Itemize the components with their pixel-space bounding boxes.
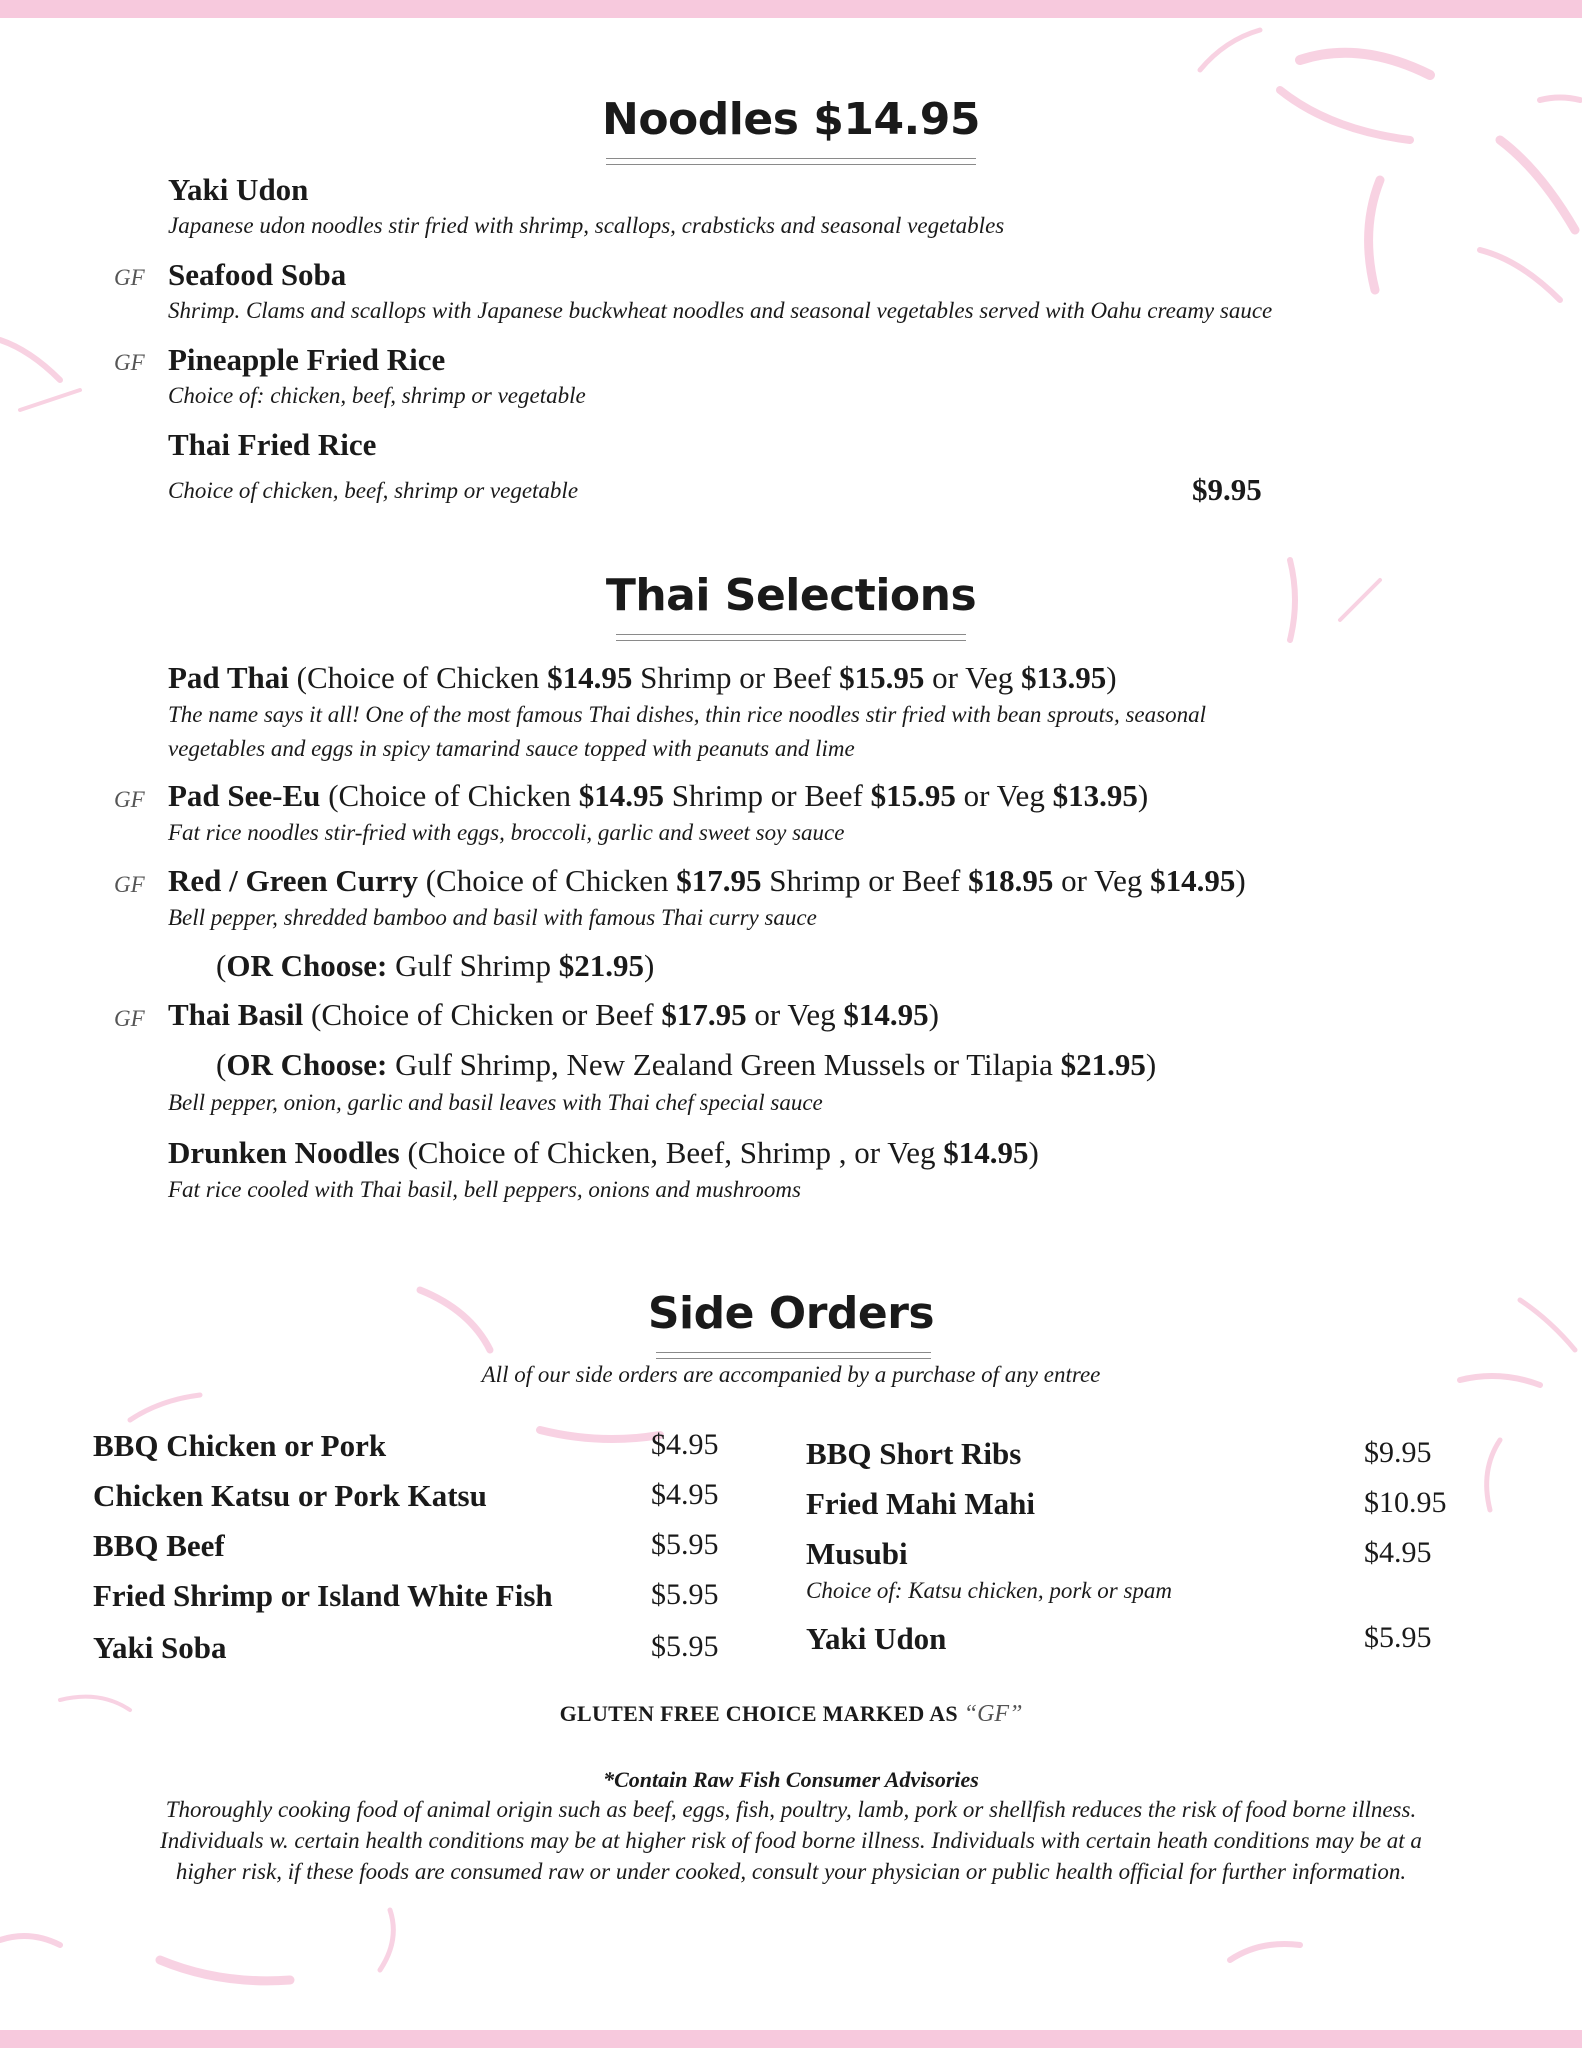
thai-basil-or-choose bbox=[216, 1047, 1156, 1083]
yaki-udon-desc: Japanese udon noodles stir fried with shrimp, scallops, crabsticks and seasonal vegetables bbox=[168, 213, 1005, 238]
gf-mark: GF bbox=[114, 787, 145, 812]
side-item-price: $4.95 bbox=[1364, 1536, 1432, 1569]
side-item-price: $9.95 bbox=[1364, 1436, 1432, 1469]
pineapple-fried-rice-desc: Choice of: chicken, beef, shrimp or vegetable bbox=[168, 383, 586, 408]
side-item-name: Fried Mahi Mahi bbox=[806, 1486, 1036, 1521]
or-choose-text: Gulf Shrimp bbox=[387, 948, 559, 983]
thai-basil-desc: Bell pepper, onion, garlic and basil leaves with Thai chef special sauce bbox=[168, 1090, 823, 1115]
choice-text: or Veg bbox=[955, 778, 1053, 813]
paren: ) bbox=[1145, 1047, 1157, 1082]
noodles-heading-rule bbox=[606, 158, 976, 165]
choice-text: Shrimp or Beef bbox=[761, 863, 969, 898]
pad-thai-name: Pad Thai bbox=[168, 660, 289, 695]
side-item-price: $5.95 bbox=[1364, 1621, 1432, 1654]
choice-text: ) bbox=[928, 997, 939, 1032]
price: $17.95 bbox=[676, 863, 762, 898]
or-choose-text: Gulf Shrimp, New Zealand Green Mussels or Tilapia bbox=[387, 1047, 1061, 1082]
or-choose-label: OR Choose: bbox=[226, 1047, 388, 1082]
gf-note-mark: “GF” bbox=[963, 1701, 1023, 1727]
advisory-line-1: Thoroughly cooking food of animal origin such as beef, eggs, fish, poultry, lamb, pork or shellfish reduces the risk of food borne illness. bbox=[165, 1797, 1417, 1822]
gf-note bbox=[0, 1701, 1582, 1728]
advisory-line-2: Individuals w. certain health conditions may be at higher risk of food borne illness. Individuals with certain heath conditions may be at a bbox=[160, 1828, 1422, 1853]
pad-see-eu-name: Pad See-Eu bbox=[168, 778, 321, 813]
side-item-price: $4.95 bbox=[651, 1478, 719, 1511]
choice-text: ) bbox=[1137, 778, 1149, 813]
seafood-soba-name: Seafood Soba bbox=[168, 257, 347, 292]
thai-basil-line bbox=[168, 997, 939, 1033]
price: $13.95 bbox=[1052, 778, 1138, 813]
gf-mark: GF bbox=[114, 872, 145, 897]
side-orders-subtitle: All of our side orders are accompanied by a purchase of any entree bbox=[481, 1362, 1101, 1387]
curry-or-choose bbox=[216, 948, 654, 984]
side-item-name: BBQ Short Ribs bbox=[806, 1436, 1022, 1471]
advisory-title: *Contain Raw Fish Consumer Advisories bbox=[603, 1767, 979, 1792]
gf-mark: GF bbox=[114, 1006, 145, 1031]
choice-text: or Veg bbox=[746, 997, 844, 1032]
choice-text: or Veg bbox=[1053, 863, 1151, 898]
price: $14.95 bbox=[843, 997, 929, 1032]
pad-see-eu-line bbox=[168, 778, 1148, 814]
price: $15.95 bbox=[870, 778, 956, 813]
choice-text: ) bbox=[1235, 863, 1246, 898]
choice-text: (Choice of Chicken bbox=[288, 660, 548, 695]
pad-thai-desc-2: vegetables and eggs in spicy tamarind sauce topped with peanuts and lime bbox=[168, 736, 855, 761]
choice-text: Shrimp or Beef bbox=[632, 660, 840, 695]
price: $14.95 bbox=[943, 1135, 1029, 1170]
thai-fried-rice-price: $9.95 bbox=[1192, 472, 1262, 507]
side-item-name: Fried Shrimp or Island White Fish bbox=[93, 1578, 553, 1613]
side-item-name: Chicken Katsu or Pork Katsu bbox=[93, 1478, 487, 1513]
side-item-price: $5.95 bbox=[651, 1528, 719, 1561]
side-item-price: $5.95 bbox=[651, 1578, 719, 1611]
price: $14.95 bbox=[547, 660, 633, 695]
choice-text: (Choice of Chicken bbox=[320, 778, 579, 813]
choice-text: ) bbox=[1028, 1135, 1039, 1170]
choice-text: (Choice of Chicken, Beef, Shrimp , or Veg bbox=[399, 1135, 944, 1170]
pad-thai-desc-1: The name says it all! One of the most famous Thai dishes, thin rice noodles stir fried with bean sprouts, seasonal bbox=[168, 702, 1206, 727]
drunken-noodles-name: Drunken Noodles bbox=[168, 1135, 400, 1170]
price: $14.95 bbox=[1150, 863, 1236, 898]
side-item-name: BBQ Beef bbox=[93, 1528, 225, 1563]
gf-mark: GF bbox=[114, 265, 145, 290]
paren: ( bbox=[216, 948, 227, 983]
thai-fried-rice-name: Thai Fried Rice bbox=[168, 427, 377, 462]
thai-heading-rule bbox=[616, 634, 966, 641]
yaki-udon-name: Yaki Udon bbox=[168, 172, 309, 207]
price: $15.95 bbox=[839, 660, 925, 695]
curry-desc: Bell pepper, shredded bamboo and basil with famous Thai curry sauce bbox=[168, 905, 817, 930]
choice-text: (Choice of Chicken or Beef bbox=[303, 997, 662, 1032]
or-choose-label: OR Choose: bbox=[226, 948, 388, 983]
advisory-line-3: higher risk, if these foods are consumed raw or under cooked, consult your physician or public health official for further information. bbox=[175, 1859, 1407, 1884]
pad-see-eu-desc: Fat rice noodles stir-fried with eggs, broccoli, garlic and sweet soy sauce bbox=[168, 820, 845, 845]
price: $17.95 bbox=[661, 997, 747, 1032]
price: $21.95 bbox=[1060, 1047, 1146, 1082]
paren: ) bbox=[643, 948, 655, 983]
choice-text: (Choice of Chicken bbox=[417, 863, 677, 898]
side-item-name: BBQ Chicken or Pork bbox=[93, 1428, 387, 1463]
side-item-price: $4.95 bbox=[651, 1428, 719, 1461]
musubi-desc: Choice of: Katsu chicken, pork or spam bbox=[806, 1578, 1173, 1603]
sides-heading-rule bbox=[656, 1352, 931, 1359]
side-item-name: Musubi bbox=[806, 1536, 908, 1571]
thai-fried-rice-desc: Choice of chicken, beef, shrimp or vegetable bbox=[168, 478, 579, 503]
noodles-heading: Noodles $14.95 bbox=[602, 94, 980, 145]
gf-note-text: GLUTEN FREE CHOICE MARKED AS bbox=[559, 1701, 964, 1726]
choice-text: Shrimp or Beef bbox=[663, 778, 871, 813]
drunken-noodles-line bbox=[168, 1135, 1039, 1171]
thai-basil-name: Thai Basil bbox=[168, 997, 304, 1032]
side-item-price: $10.95 bbox=[1364, 1486, 1447, 1519]
curry-name: Red / Green Curry bbox=[168, 863, 418, 898]
price: $13.95 bbox=[1021, 660, 1107, 695]
price: $14.95 bbox=[578, 778, 664, 813]
pineapple-fried-rice-name: Pineapple Fried Rice bbox=[168, 342, 446, 377]
seafood-soba-desc: Shrimp. Clams and scallops with Japanese buckwheat noodles and seasonal vegetables served with Oahu creamy sauce bbox=[168, 298, 1273, 323]
price: $18.95 bbox=[968, 863, 1054, 898]
gf-mark: GF bbox=[114, 350, 145, 375]
choice-text: or Veg bbox=[924, 660, 1022, 695]
curry-line bbox=[168, 863, 1246, 899]
side-orders-heading: Side Orders bbox=[647, 1288, 935, 1339]
drunken-noodles-desc: Fat rice cooled with Thai basil, bell peppers, onions and mushrooms bbox=[168, 1177, 801, 1202]
thai-selections-heading: Thai Selections bbox=[605, 570, 977, 621]
side-item-name: Yaki Udon bbox=[806, 1621, 947, 1656]
side-item-price: $5.95 bbox=[651, 1630, 719, 1663]
pad-thai-line bbox=[168, 660, 1117, 696]
choice-text: ) bbox=[1106, 660, 1117, 695]
price: $21.95 bbox=[558, 948, 644, 983]
side-item-name: Yaki Soba bbox=[93, 1630, 227, 1665]
paren: ( bbox=[216, 1047, 227, 1082]
